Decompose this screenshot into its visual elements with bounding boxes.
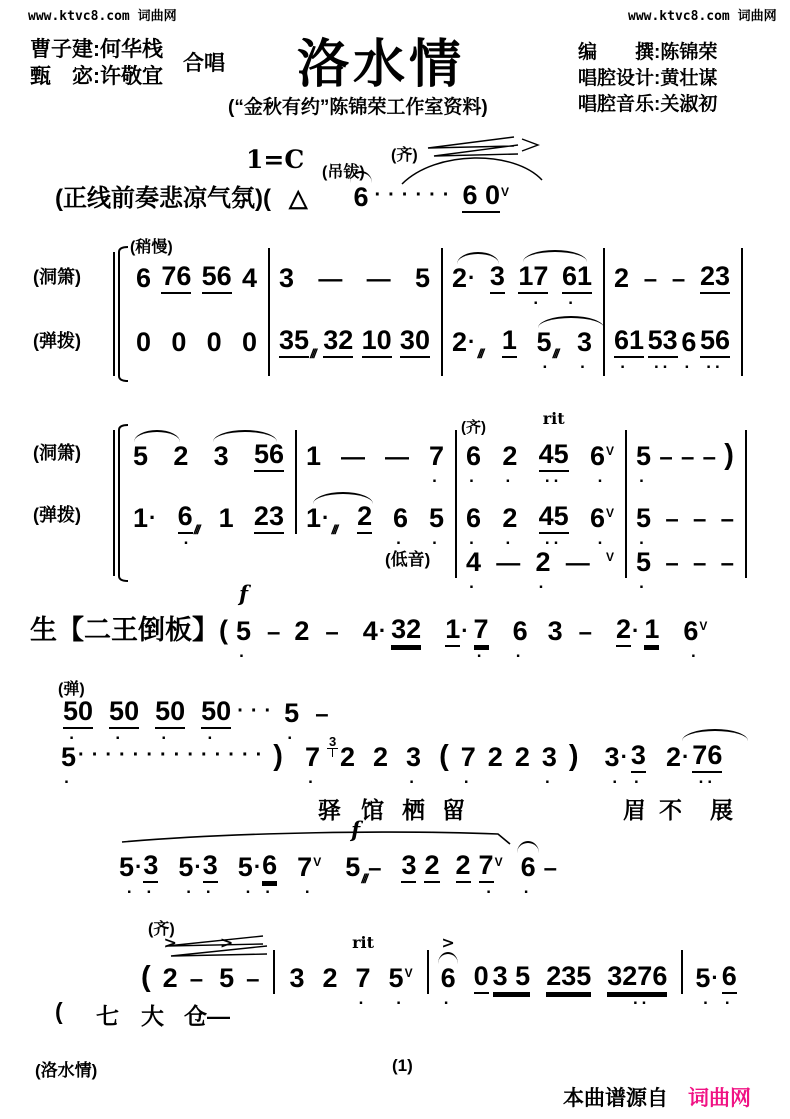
- note: 3 .: [406, 742, 422, 787]
- chorus-label: 合唱: [183, 52, 225, 75]
- barline-vertical: [741, 248, 743, 376]
- note: 0: [136, 327, 152, 357]
- lyrics-row-2: [0, 998, 790, 1028]
- daoban-label: 生【二王倒板】(: [30, 615, 228, 645]
- daoban-line: [30, 581, 715, 661]
- note: 1 ·: [445, 616, 469, 647]
- note: 3 .: [202, 850, 218, 897]
- note: 2: [173, 441, 189, 471]
- note: 6 .: [393, 503, 409, 548]
- source-site: 词曲网: [688, 1087, 751, 1110]
- note: 7 .: [428, 441, 444, 486]
- note: 6 . >: [441, 965, 456, 994]
- note: 1: [644, 616, 659, 647]
- note: 6: [353, 184, 368, 213]
- note: 7 V .: [297, 852, 322, 897]
- barline: [427, 950, 429, 994]
- music-row-dongxiao: [122, 409, 745, 486]
- note: 3 .: [541, 742, 557, 787]
- note: 4: [241, 263, 257, 293]
- note: 3276 ..: [607, 961, 668, 1008]
- credit-caozijian: 曹子建:何华栈: [30, 38, 163, 61]
- measure: [125, 324, 268, 358]
- note: 45 .. rit: [538, 409, 569, 486]
- note: 23: [700, 263, 730, 294]
- note: 5 · .: [695, 963, 719, 1008]
- note: 50 .: [63, 696, 94, 743]
- lyric: 馆: [361, 797, 384, 823]
- note: 1: [218, 503, 234, 533]
- instrument-label-diyin: (低音): [385, 550, 431, 569]
- note: 45 ..: [538, 501, 569, 548]
- credit-vocal-design: 唱腔设计:黄壮谋: [578, 68, 718, 89]
- daoban-notes: [228, 581, 715, 661]
- note: –: [671, 266, 686, 293]
- instrument-label-dongxiao: (洞箫): [33, 443, 81, 463]
- music-row-diyin: [455, 544, 745, 592]
- note: 3: [401, 852, 416, 883]
- prelude-label: (正线前奏悲凉气氛)(: [55, 185, 271, 212]
- note: 2 .: [535, 547, 551, 592]
- music-line-7: [135, 933, 743, 1008]
- note: V: [605, 550, 614, 564]
- lyric: (: [55, 998, 63, 1024]
- measure: [625, 438, 745, 486]
- measure: [268, 324, 441, 361]
- source-credit: 本曲谱源自: [563, 1087, 668, 1110]
- note: 56: [254, 441, 284, 472]
- note: –: [702, 444, 716, 471]
- footer-title: (洛水情): [35, 1061, 98, 1080]
- measure: [122, 500, 295, 548]
- note: 5 /// f: [345, 817, 367, 886]
- page-number: (1): [392, 1056, 413, 1075]
- barline: [273, 950, 275, 994]
- music-system-2: [122, 409, 747, 592]
- qi-label: (齐): [148, 921, 175, 938]
- note: 17 .: [518, 263, 548, 294]
- watermark-right: www.ktvc8.com 词曲网: [628, 9, 777, 24]
- note: –: [368, 855, 382, 882]
- note: 5 .: [284, 698, 300, 743]
- note: –: [643, 266, 658, 293]
- note: 3: [289, 963, 305, 993]
- note: 2: [487, 742, 503, 772]
- subtitle: (“金秋有约”陈锦荣工作室资料): [228, 97, 488, 118]
- note: 3: [547, 616, 563, 646]
- note: 2 .: [502, 503, 518, 548]
- note: 6 V .: [683, 616, 708, 661]
- note: –: [692, 550, 707, 577]
- cymbal-label: (吊钹): [322, 164, 365, 181]
- prelude-line: [55, 178, 517, 213]
- note: 5 . f: [236, 581, 252, 661]
- lyric: 眉: [623, 797, 646, 823]
- measure: [455, 409, 625, 486]
- note: 6: [136, 263, 152, 293]
- note: 4 .: [466, 547, 482, 592]
- credit-vocal-music: 唱腔音乐:关淑初: [578, 94, 718, 115]
- note: 5 .: [636, 441, 652, 486]
- note: 6 V .: [589, 503, 614, 548]
- note: 5: [133, 443, 148, 472]
- note: 61 .: [614, 325, 645, 372]
- note: 3 .: [576, 327, 592, 372]
- note: 2 · ///: [452, 327, 483, 361]
- note: 3: [279, 263, 295, 293]
- note: —: [565, 550, 590, 577]
- tempo-label: (稍慢): [130, 239, 173, 256]
- measure: [295, 438, 455, 486]
- paren-mark: ): [568, 740, 579, 772]
- note: 76 ..: [692, 742, 722, 773]
- note: 6 . (齐): [461, 419, 487, 486]
- note: 7 .: [460, 742, 476, 787]
- note: 2 .: [502, 441, 518, 486]
- note: —: [318, 266, 343, 293]
- note: 7 . rit: [352, 933, 374, 1008]
- music-row-tanbo: [125, 324, 741, 372]
- music-line-6: [115, 817, 561, 897]
- note: 6 0 V: [462, 182, 509, 213]
- note: 5 /// .: [536, 329, 557, 358]
- note: 23: [254, 503, 284, 534]
- note: 2: [424, 852, 439, 883]
- note: –: [246, 966, 260, 993]
- note: 3: [490, 263, 505, 294]
- note: –: [325, 619, 339, 646]
- music-line-5: [55, 734, 728, 787]
- measure: [603, 260, 741, 294]
- note: 0: [474, 963, 489, 994]
- note: 50 .: [201, 696, 232, 743]
- prelude-notes: [271, 182, 517, 213]
- note: –: [315, 701, 329, 728]
- measure: [125, 260, 268, 294]
- note: 2 3: [328, 734, 356, 772]
- note: —: [366, 266, 391, 293]
- note: 7 V .: [478, 850, 503, 897]
- note: 32: [391, 616, 421, 647]
- note: –: [578, 619, 592, 646]
- measure: [625, 544, 745, 592]
- note: 56: [202, 263, 232, 294]
- note: 5 .: [428, 503, 444, 548]
- note: 1: [306, 441, 322, 471]
- note: 35 ///: [279, 325, 315, 361]
- instrument-label-tanbo: (弹拨): [33, 505, 81, 525]
- key-signature: 1=C: [246, 145, 305, 174]
- note: 5 · .: [237, 852, 262, 897]
- note: –: [189, 966, 204, 993]
- watermark-left: www.ktvc8.com 词曲网: [28, 9, 177, 24]
- note: ···: [237, 700, 279, 722]
- note: —: [341, 444, 365, 471]
- note: △: [288, 185, 308, 212]
- tan-label: (弹): [58, 681, 85, 698]
- credit-editor: 编 撰:陈锦荣: [578, 42, 718, 63]
- measure: [441, 260, 603, 308]
- measure: [441, 324, 603, 372]
- measure: [455, 544, 625, 592]
- note: 5 .: [636, 547, 652, 592]
- note: 2 >: [162, 933, 178, 993]
- note: 2 ·: [665, 742, 690, 772]
- note: 32: [323, 327, 353, 358]
- qi-label: (齐): [391, 147, 418, 164]
- note: –: [720, 506, 734, 533]
- note: 3 · .: [604, 742, 628, 787]
- note: 2: [514, 742, 530, 772]
- music-row-tanbo: [122, 500, 745, 548]
- note: 6 .: [466, 503, 482, 548]
- paren-mark: (: [141, 961, 151, 993]
- measure: [295, 500, 455, 548]
- lyric: 七: [96, 1003, 119, 1029]
- note: 30: [400, 327, 430, 358]
- note: 1 · ///: [306, 505, 336, 534]
- note: 3 5: [493, 963, 531, 994]
- lyric: 仓—: [184, 1003, 230, 1029]
- note: 10: [362, 327, 392, 358]
- instrument-label-dongxiao: (洞箫): [33, 267, 81, 287]
- note: 6 .: [262, 850, 278, 897]
- note: 2: [614, 263, 630, 293]
- note: –: [680, 444, 695, 471]
- phrase-tie-line: [118, 828, 518, 848]
- note: 5: [414, 263, 430, 293]
- page-title: 洛水情: [297, 36, 466, 94]
- note: ······: [374, 184, 457, 206]
- note: 6 V .: [589, 441, 614, 486]
- note: 50 .: [109, 696, 140, 743]
- lyric: 留: [442, 797, 465, 823]
- note: 2 ·: [616, 616, 640, 647]
- note: 2 ·: [452, 265, 476, 294]
- note: 3: [214, 443, 229, 472]
- measure: [455, 500, 625, 548]
- note: 76: [161, 263, 191, 294]
- note: –: [267, 619, 281, 646]
- note: 5 · .: [119, 852, 143, 897]
- note: —: [384, 444, 409, 471]
- note: 6 .: [521, 854, 536, 883]
- lyric: 栖: [402, 797, 425, 823]
- note: –: [692, 506, 707, 533]
- note: —: [496, 550, 521, 577]
- note: 3 .: [630, 740, 646, 787]
- note: 5 .: [61, 742, 77, 787]
- note: 7 .: [473, 614, 489, 661]
- note: –: [720, 550, 734, 577]
- note: 2: [357, 503, 372, 534]
- note: 2: [294, 616, 310, 646]
- note: 5 .: [636, 503, 652, 548]
- note: 56 ..: [699, 325, 730, 372]
- instrument-label-tanbo: (弹拨): [33, 331, 81, 351]
- note: ··············: [78, 744, 270, 766]
- lyric: 大: [141, 1003, 164, 1029]
- music-system-1: [125, 238, 745, 378]
- note: 2: [456, 852, 471, 883]
- lyric: 驿: [318, 797, 341, 823]
- note: –: [543, 855, 557, 882]
- note: 0: [171, 327, 187, 357]
- note: 7 .: [304, 742, 320, 787]
- measure: [603, 324, 741, 372]
- note: 5 V .: [388, 963, 413, 1008]
- note: –: [659, 444, 673, 471]
- note: 5 · .: [178, 852, 202, 897]
- paren-mark: ): [724, 439, 734, 471]
- lyric: 不: [659, 797, 682, 823]
- barline-vertical: [745, 430, 747, 578]
- note: –: [665, 506, 679, 533]
- note: 53 ..: [647, 325, 678, 372]
- note: 235: [546, 963, 591, 994]
- music-row-dongxiao: [125, 260, 741, 308]
- note: 61 .: [561, 261, 592, 308]
- note: 50 .: [155, 696, 186, 743]
- note: 1: [502, 327, 517, 358]
- note: 6 .: [681, 327, 697, 372]
- paren-mark: (: [439, 740, 449, 772]
- note: 3 .: [143, 850, 159, 897]
- note: 6 .: [721, 961, 737, 1008]
- credit-zhenmi: 甄 宓:许敬宜: [30, 65, 163, 88]
- lyrics-row-1: [0, 792, 790, 822]
- lyric: 展: [710, 797, 733, 823]
- barline: [681, 950, 683, 994]
- note: 6 .: [512, 616, 528, 661]
- note: 0: [206, 327, 222, 357]
- note: 2: [373, 742, 389, 772]
- measure: [122, 438, 295, 472]
- measure: [268, 260, 441, 294]
- measure: [625, 500, 745, 548]
- paren-mark: ): [273, 740, 283, 772]
- note: 0: [241, 327, 257, 357]
- note: 1 ·: [133, 503, 157, 533]
- note: 2: [322, 963, 338, 993]
- note: 4 ·: [362, 616, 387, 646]
- note: –: [665, 550, 679, 577]
- note: 6 /// .: [177, 501, 199, 548]
- tan-line: [55, 696, 337, 743]
- note: 5 >: [219, 933, 235, 993]
